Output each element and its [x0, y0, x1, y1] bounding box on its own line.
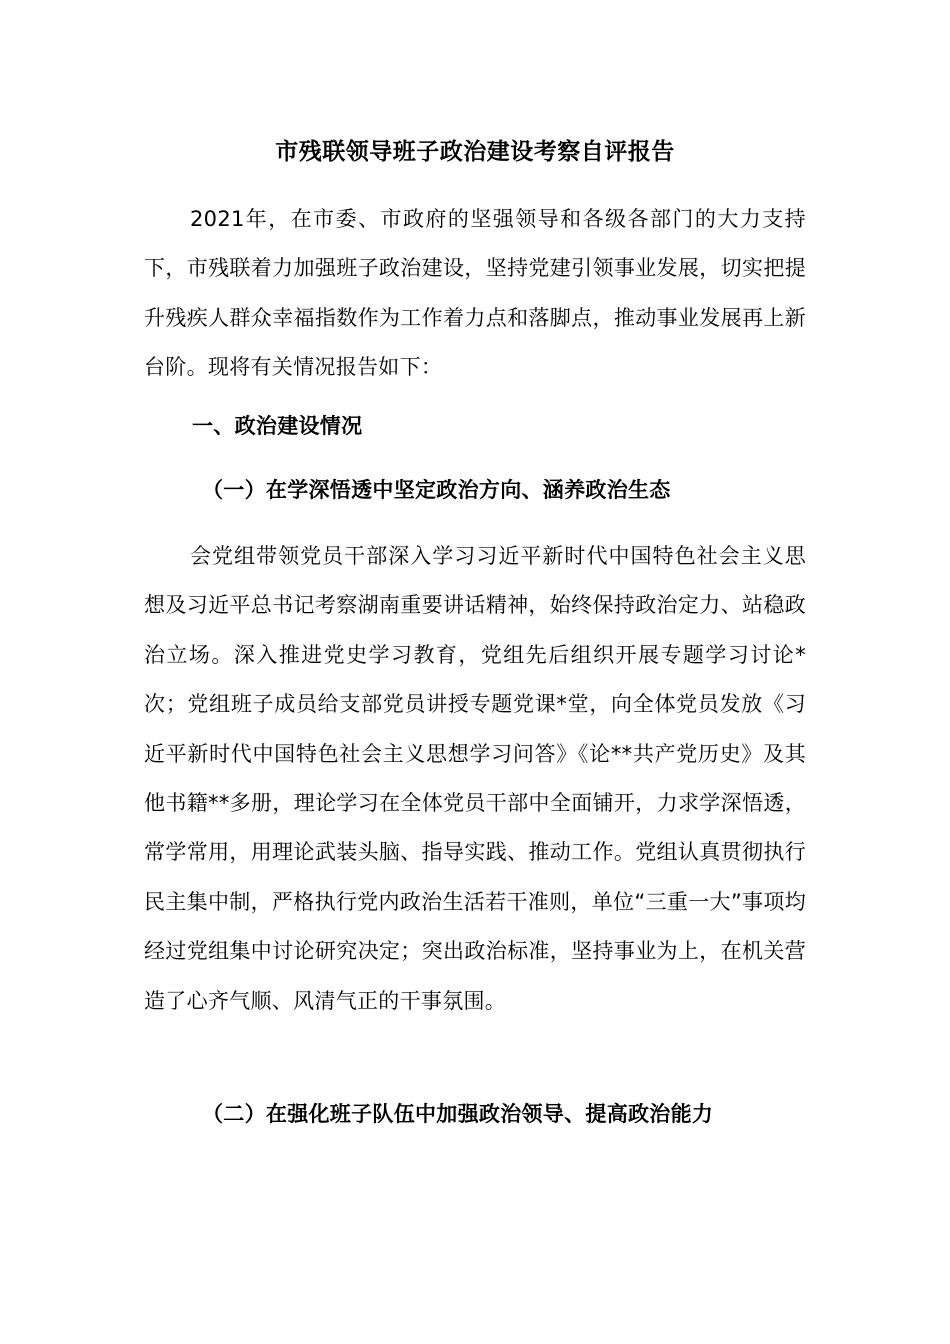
document-title: 市残联领导班子政治建设考察自评报告 — [275, 139, 675, 165]
intro-paragraph: 2021年，在市委、市政府的坚强领导和各级各部门的大力支持下，市残联着力加强班子政治建设，坚持党建引领事业发展，切实把提升残疾人群众幸福指数作为工作着力点和落脚点，推动事业发展再上新台阶。现将有关情况报告如下： — [144, 207, 806, 380]
subsection-1-paragraph: 会党组带领党员干部深入学习习近平新时代中国特色社会主义思想及习近平总书记考察湖南重要讲话精神，始终保持政治定力、站稳政治立场。深入推进党史学习教育，党组先后组织开展专题学习讨论*次；党组班子成员给支部党员讲授专题党课*堂，向全体党员发放《习近平新时代中国特色社会主义思想学习问答》《论**共产党历史》及其他书籍**多册，理论学习在全体党员干部中全面铺开，力求学深悟透，常学常用，用理论武装头脑、指导实践、推动工作。党组认真贯彻执行民主集中制，严格执行党内政治生活若干准则，单位“三重一大”事项均经过党组集中讨论研究决定；突出政治标准，坚持事业为上，在机关营造了心齐气顺、风清气正的干事氛围。 — [144, 544, 806, 1013]
subsection-heading-2: （二）在强化班子队伍中加强政治领导、提高政治能力 — [202, 1102, 714, 1126]
section-heading-political-construction: 一、政治建设情况 — [192, 414, 363, 438]
subsection-heading-1: （一）在学深悟透中坚定政治方向、涵养政治生态 — [202, 478, 671, 502]
